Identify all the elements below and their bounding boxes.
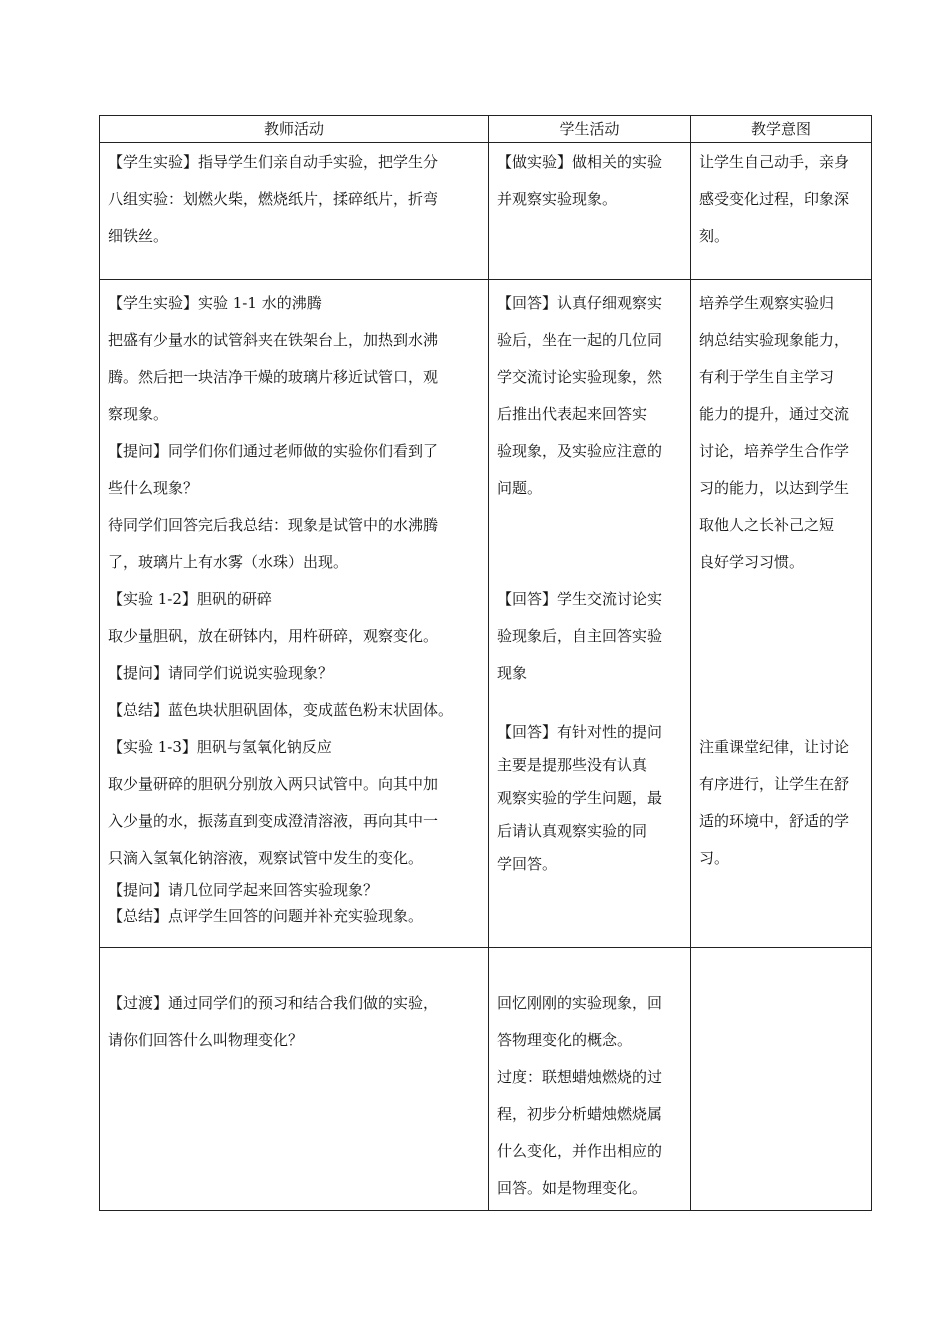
- text-line: 习的能力，以达到学生: [699, 479, 850, 497]
- text-line: 【学生实验】指导学生们亲自动手实验，把学生分: [108, 153, 439, 171]
- text-line: 良好学习习惯。: [699, 553, 805, 571]
- table-header-row: [100, 116, 872, 143]
- text-line: 取他人之长补己之短: [699, 516, 835, 534]
- text-line: 培养学生观察实验归: [699, 294, 835, 312]
- text-line: 【提问】请几位同学起来回答实验现象？: [108, 881, 379, 899]
- text-line: 【提问】请同学们说说实验现象？: [108, 664, 334, 682]
- text-line: 程，初步分析蜡烛燃烧属: [497, 1105, 663, 1123]
- text-line: 纳总结实验现象能力，: [699, 331, 850, 349]
- text-line: 取少量胆矾，放在研钵内，用杵研碎，观察变化。: [108, 627, 439, 645]
- text-line: 取少量研碎的胆矾分别放入两只试管中。向其中加: [108, 775, 439, 793]
- text-line: 学交流讨论实验现象，然: [497, 368, 663, 386]
- intent-cell: [691, 143, 872, 280]
- text-line: 注重课堂纪律，让讨论: [699, 738, 850, 756]
- header-teaching-intent: 教学意图: [691, 116, 872, 143]
- text-line: 【实验 1-3】胆矾与氢氧化钠反应: [108, 738, 332, 756]
- table-row: [100, 143, 872, 280]
- text-line: 刻。: [699, 227, 730, 245]
- text-line: 验后，坐在一起的几位同: [497, 331, 663, 349]
- text-line: 【总结】蓝色块状胆矾固体，变成蓝色粉末状固体。: [108, 701, 454, 719]
- text-line: 察现象。: [108, 405, 169, 423]
- student-cell: [489, 280, 691, 948]
- text-line: 有利于学生自主学习: [699, 368, 835, 386]
- table-row: [100, 280, 872, 948]
- text-line: 【学生实验】实验 1-1 水的沸腾: [108, 294, 322, 312]
- table-row: [100, 948, 872, 1211]
- text-line: 八组实验：划燃火柴，燃烧纸片，揉碎纸片，折弯: [108, 190, 439, 208]
- text-line: 细铁丝。: [108, 227, 169, 245]
- text-line: 什么变化，并作出相应的: [497, 1142, 663, 1160]
- text-line: 让学生自己动手，亲身: [699, 153, 850, 171]
- text-line: 把盛有少量水的试管斜夹在铁架台上，加热到水沸: [108, 331, 439, 349]
- text-line: 问题。: [497, 479, 543, 497]
- text-line: 能力的提升，通过交流: [699, 405, 850, 423]
- intent-cell: [691, 280, 872, 948]
- student-cell: [489, 143, 691, 280]
- text-line: 待同学们回答完后我总结：现象是试管中的水沸腾: [108, 516, 439, 534]
- text-line: 并观察实验现象。: [497, 190, 618, 208]
- text-line: 【实验 1-2】胆矾的研碎: [108, 590, 272, 608]
- header-student-activity: 学生活动: [489, 116, 691, 143]
- text-line: 【做实验】做相关的实验: [497, 153, 663, 171]
- text-line: 适的环境中，舒适的学: [699, 812, 850, 830]
- text-line: 【回答】有针对性的提问: [497, 723, 663, 741]
- teacher-cell: [100, 948, 489, 1211]
- text-line: 了，玻璃片上有水雾（水珠）出现。: [108, 553, 349, 571]
- text-line: 些什么现象？: [108, 479, 199, 497]
- text-line: 【回答】认真仔细观察实: [497, 294, 663, 312]
- header-teacher-activity: 教师活动: [100, 116, 489, 143]
- text-line: 学回答。: [497, 855, 558, 873]
- text-line: 习。: [699, 849, 730, 867]
- text-line: 有序进行，让学生在舒: [699, 775, 850, 793]
- text-line: 后请认真观察实验的同: [497, 822, 648, 840]
- text-line: 答物理变化的概念。: [497, 1031, 633, 1049]
- text-line: 讨论，培养学生合作学: [699, 442, 850, 460]
- text-line: 观察实验的学生问题，最: [497, 789, 663, 807]
- text-line: 请你们回答什么叫物理变化？: [108, 1031, 304, 1049]
- teacher-cell: [100, 280, 489, 948]
- text-line: 【回答】学生交流讨论实: [497, 590, 663, 608]
- text-line: 入少量的水，振荡直到变成澄清溶液，再向其中一: [108, 812, 439, 830]
- text-line: 【提问】同学们你们通过老师做的实验你们看到了: [108, 442, 439, 460]
- text-line: 回答。如是物理变化。: [497, 1179, 648, 1197]
- text-line: 过度：联想蜡烛燃烧的过: [497, 1068, 663, 1086]
- text-line: 后推出代表起来回答实: [497, 405, 648, 423]
- text-line: 感受变化过程，印象深: [699, 190, 850, 208]
- text-line: 现象: [497, 664, 528, 682]
- text-line: 只滴入氢氧化钠溶液，观察试管中发生的变化。: [108, 849, 424, 867]
- text-line: 【总结】点评学生回答的问题并补充实验现象。: [108, 907, 424, 925]
- text-line: 主要是提那些没有认真: [497, 756, 648, 774]
- text-line: 腾。然后把一块洁净干燥的玻璃片移近试管口，观: [108, 368, 439, 386]
- text-line: 验现象，及实验应注意的: [497, 442, 663, 460]
- teacher-cell: [100, 143, 489, 280]
- lesson-plan-table: [99, 115, 872, 1211]
- text-line: 【过渡】通过同学们的预习和结合我们做的实验，: [108, 994, 439, 1012]
- text-line: 验现象后，自主回答实验: [497, 627, 663, 645]
- text-line: 回忆刚刚的实验现象，回: [497, 994, 663, 1012]
- intent-cell: [691, 948, 872, 1211]
- student-cell: [489, 948, 691, 1211]
